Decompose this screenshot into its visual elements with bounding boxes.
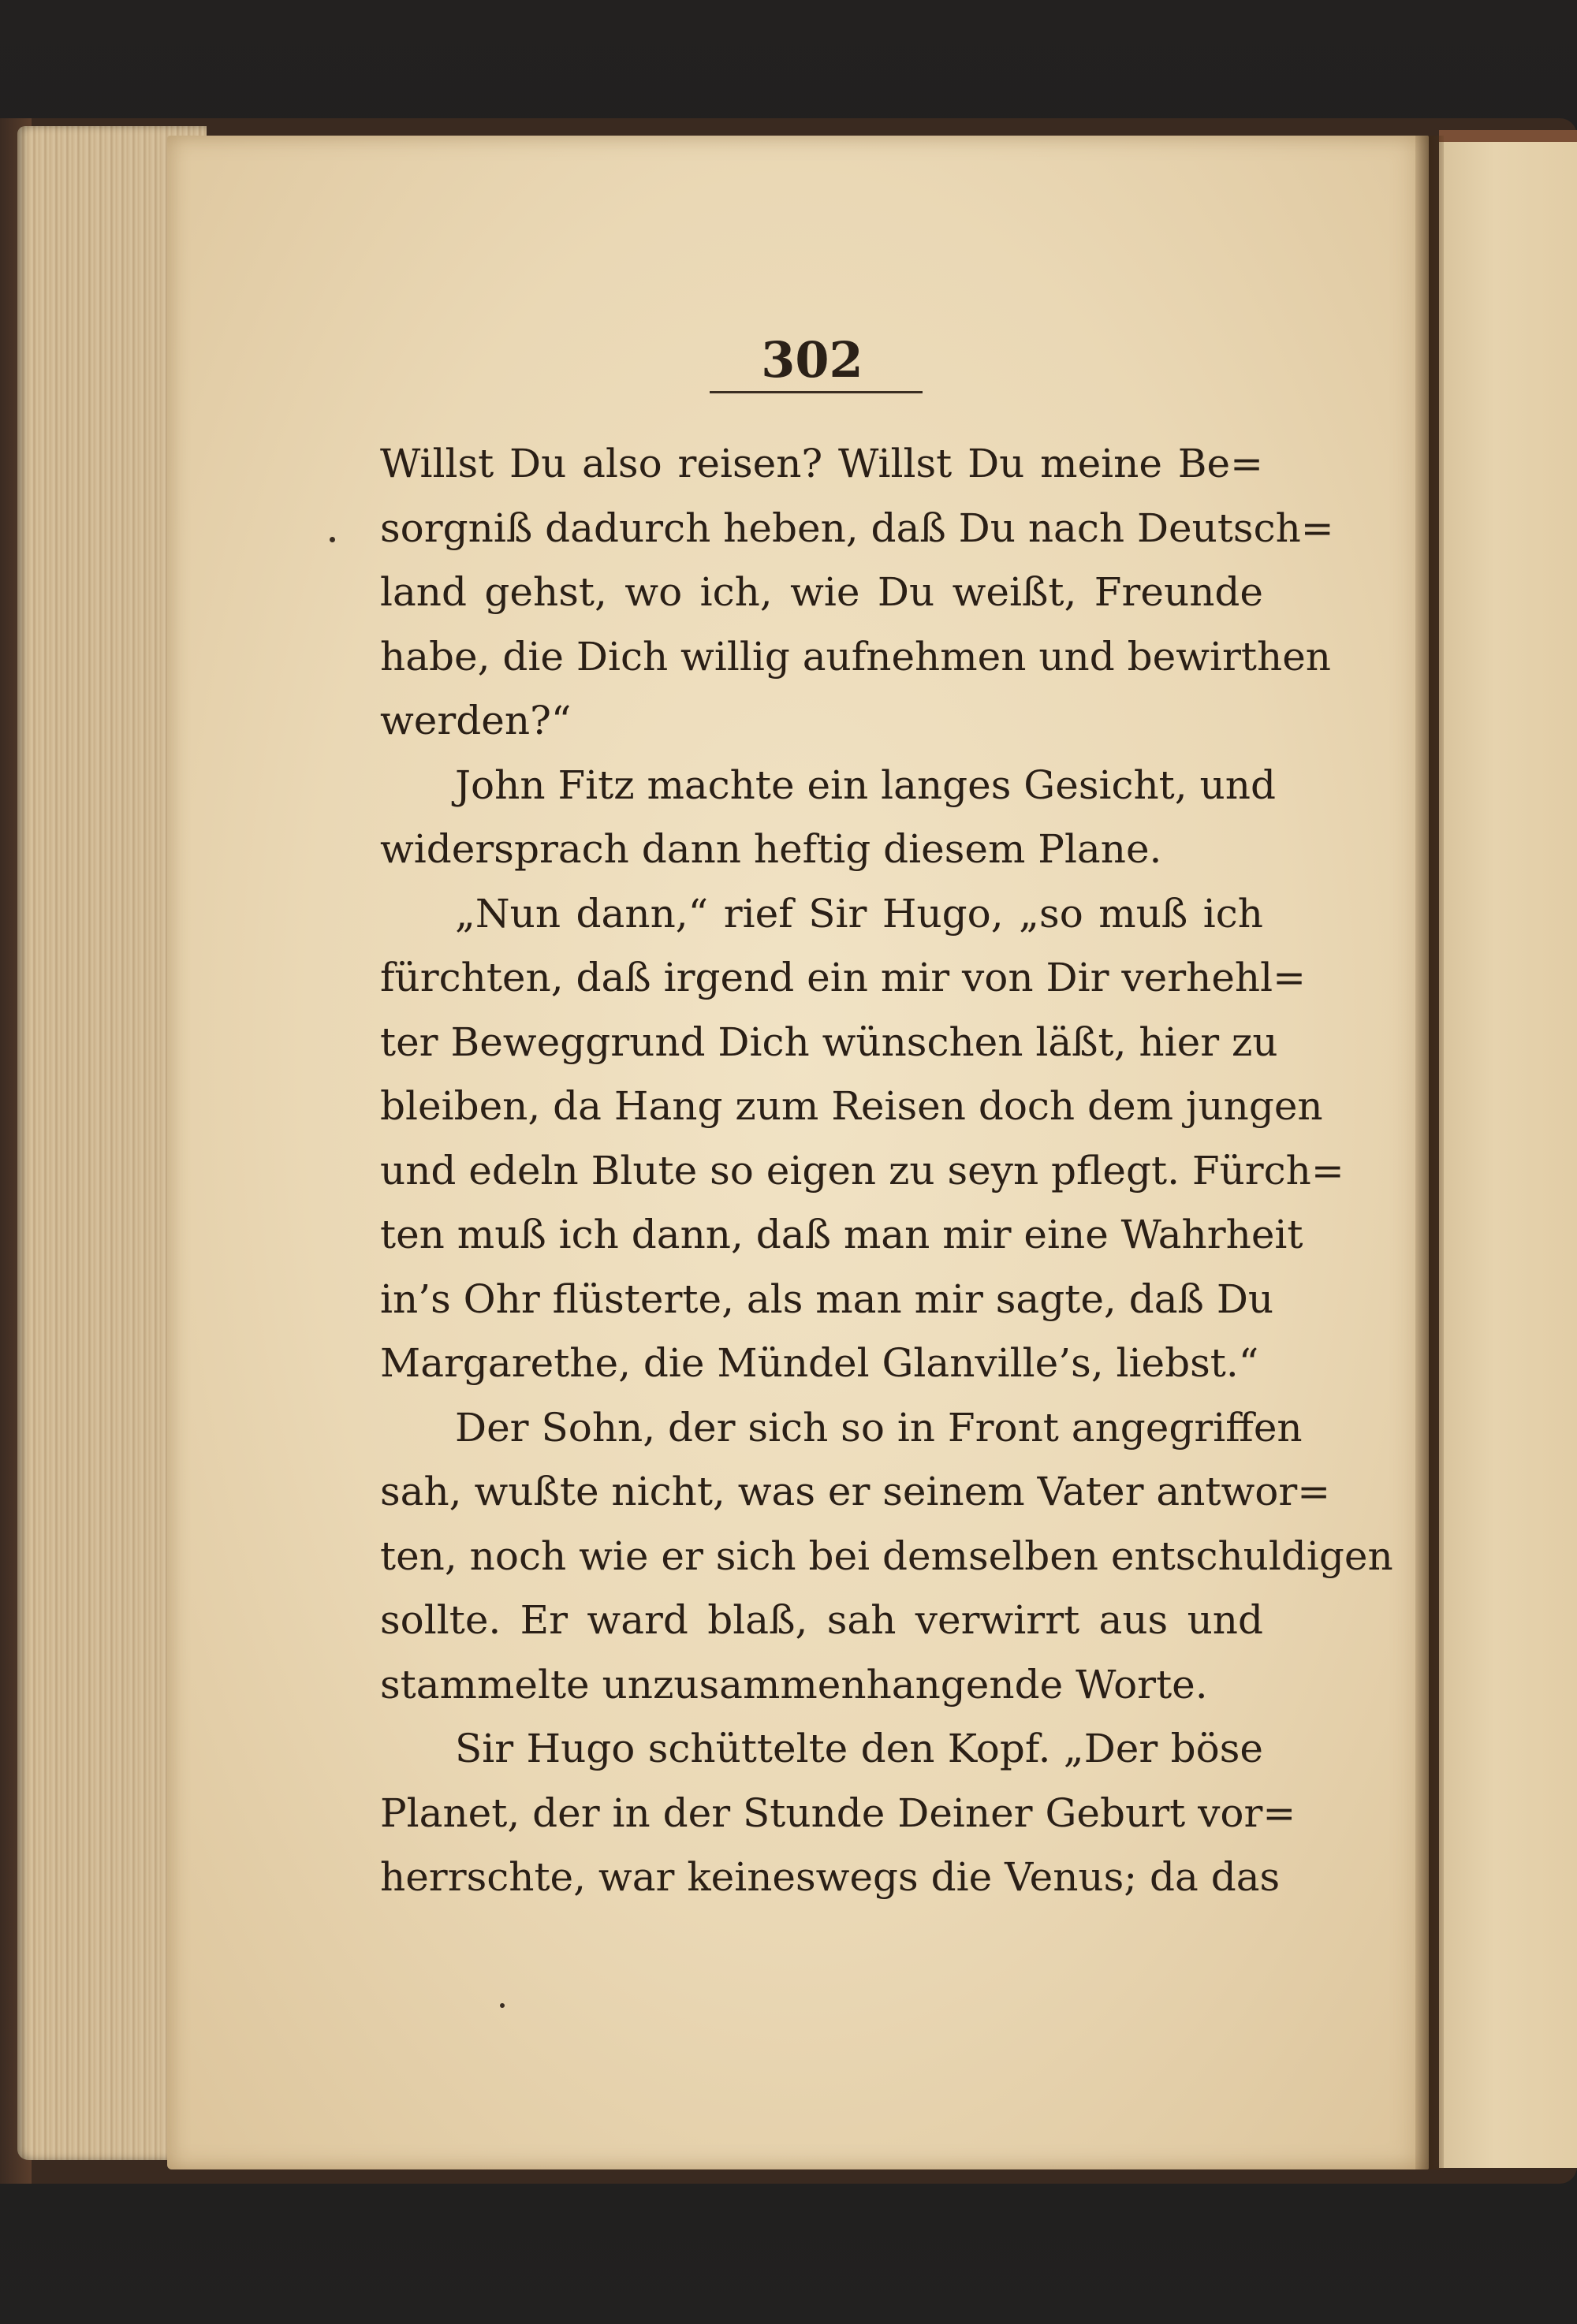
text-line: stammelte unzusammenhangende Worte. (380, 1661, 1208, 1708)
text-line: widersprach dann heftig diesem Plane. (380, 826, 1162, 872)
text-line: in’s Ohr flüsterte, als man mir sagte, daß Du (380, 1276, 1274, 1322)
text-line: sah, wußte nicht, was er seinem Vater antwor= (380, 1469, 1331, 1514)
text-line: Der Sohn, der sich so in Front angegriffen (455, 1404, 1303, 1451)
text-line: sorgniß dadurch heben, daß Du nach Deutsch= (380, 505, 1334, 551)
text-line: und edeln Blute so eigen zu seyn pflegt. Fürch= (380, 1147, 1344, 1194)
text-line: Sir Hugo schüttelte den Kopf. „Der böse (455, 1726, 1263, 1771)
text-line: ter Beweggrund Dich wünschen läßt, hier zu (380, 1019, 1278, 1065)
text-line: land gehst, wo ich, wie Du weißt, Freunde (380, 569, 1263, 615)
facing-page (1439, 142, 1577, 2168)
text-line: fürchten, daß irgend ein mir von Dir verhehl= (380, 955, 1306, 1000)
body-text (380, 432, 1393, 1910)
text-line: herrschte, war keineswegs die Venus; da das (380, 1854, 1281, 1900)
text-line: Planet, der in der Stunde Deiner Geburt vor= (380, 1790, 1296, 1836)
text-line: Margarethe, die Mündel Glanville’s, liebst.“ (380, 1340, 1259, 1386)
text-line: ten muß ich dann, daß man mir eine Wahrheit (380, 1212, 1303, 1257)
page-gutter (1415, 136, 1444, 2169)
text-line: Willst Du also reisen? Willst Du meine Be= (380, 441, 1263, 486)
text-line: John Fitz machte ein langes Gesicht, und (455, 762, 1276, 808)
text-line: sollte. Er ward blaß, sah verwirrt aus und (380, 1597, 1263, 1643)
text-line: „Nun dann,“ rief Sir Hugo, „so muß ich (455, 890, 1263, 937)
text-line: werden?“ (380, 698, 572, 743)
ink-speck (330, 537, 335, 542)
text-line: habe, die Dich willig aufnehmen und bewirthen (380, 633, 1332, 680)
text-line: bleiben, da Hang zum Reisen doch dem jungen (380, 1083, 1323, 1129)
ink-speck (500, 2003, 505, 2008)
header-rule (710, 391, 923, 393)
page-number: 302 (761, 331, 863, 389)
text-line: ten, noch wie er sich bei demselben entschuldigen (380, 1533, 1393, 1579)
